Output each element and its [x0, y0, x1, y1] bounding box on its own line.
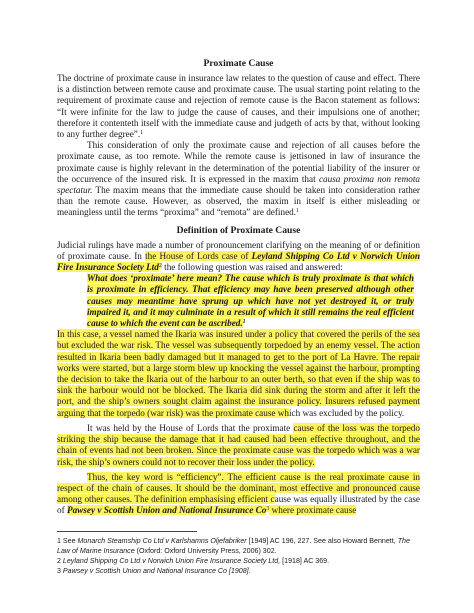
paragraph-holding: It was held by the House of Lords that the proximate cause of the loss was the torpedo striking the ship because the damage that it had caused had been effective throughout, and the chain of events had not been broken. Since the proximate cause was the torpedo which was a war risk, the ship’s owners could not to recover their loss under the policy.	[57, 422, 420, 467]
paragraph-intro: The doctrine of proximate cause in insurance law relates to the question of cause and effect. There is a distinction between remote cause and proximate cause. The usual starting point relating to the requirement of proximate cause and rejection of remote cause is the Bacon statement as follows: “It were infinite for the law to judge the cause of causes, and their impulsions one of another; therefore it contenteth itself with the immediate cause and judgeth of acts by that, without looking to any further degree”.$^1$	[57, 73, 420, 140]
block-quote: What does ‘proximate’ here mean? The cause which is truly proximate is that which is proximate in efficiency. That efficiency may have been preserved although other causes may meantime have sprung up which have not yet destroyed it, or truly impaired it, and it may culminate in a result of which it still remains the real efficient cause to which the event can be ascribed.$^1$	[87, 273, 414, 329]
footnote-divider	[57, 531, 197, 532]
highlight: the House of Lords case of	[145, 250, 252, 261]
latin-maxim: causa proxima non remota spectatur.	[57, 173, 420, 196]
case-name-pawsey: Pawsey v Scottish Union and National Insurance Co	[66, 505, 267, 516]
footnote-ref: 2	[158, 263, 162, 270]
footnote-ref: 1	[242, 319, 246, 326]
paragraph-efficiency: Thus, the key word is “efficiency”. The efficient cause is the real proximate cause in respect of the chain of causes. It should be the dominant, most effective and pronounced cause among other causes. The definition emphasising efficient cause was equally illustrated by the case of Pawsey v Scottish Union and National Insurance Co$^3$ where proximate cause	[57, 471, 420, 516]
paragraph-ikaria-facts: In this case, a vessel named the Ikaria was insured under a policy that covered the perils of the sea but excluded the war risk. The vessel was subsequently torpedoed by an enemy vessel. The action resulted in Ikaria been badly damaged but it managed to get to the port of La Havre. The repair works were started, but a large storm blew up knocking the vessel against the harbour, prompting the decision to take the Ikaria out of the harbour to an outer berth, so that even if the ship was to sink the harbour would not be blocked. The Ikaria did sink during the storm and after it left the port, and the ship’s owners sought claim against the insurance policy. Insurers refused payment arguing that the torpedo (war risk) was the proximate cause which was excluded by the policy.	[57, 329, 420, 418]
paragraph-maxim: This consideration of only the proximate cause and rejection of all causes before the proximate cause, as too remote. While the remote cause is jettisoned in law of insurance the proximate cause is highly relevant in the determination of the potential liability of the insurer or the occurrence of the insured risk. It is expressed in the maxim that causa proxima non remota spectatur. The maxim means that the immediate cause should be taken into consideration rather than the remote cause. However, as observed, the maxim in itself is either misleading or meaningless until the terms “proxima” and “remota” are defined.$^1$	[57, 140, 420, 218]
case-name-leyland: Leyland Shipping Co Ltd v Norwich Union Fire Insurance Society Ltd	[57, 250, 420, 273]
highlight: Thus, the key word is “efficiency”. The efficient cause is the real proximate cause in respect of the chain of causes. It should be the dominant, most effective and pronounced cause among other causes. The definition emphasising efficient c	[57, 471, 420, 505]
footnote-3: 3 Pawsey v Scottish Union and National Insurance Co [1908].	[57, 566, 251, 575]
footnote-ref: 1	[140, 130, 144, 137]
footnote-2: 2 Leyland Shipping Co Ltd v Norwich Union Fire Insurance Society Ltd, [1918] AC 369.	[57, 556, 330, 565]
highlight: In this case, a vessel named the Ikaria was insured under a policy that covered the perils of the sea but excluded the war risk. The vessel was subsequently torpedoed by an enemy vessel. The action resulted in Ikaria been badly damaged but it managed to get to the port of La Havre. The repair works were started, but a large storm blew up knocking the vessel against the harbour, prompting the decision to take the Ikaria out of the harbour to an outer berth, so that even if the ship was to sink the harbour would not be blocked. The Ikaria did sink during the storm and after it left the port, and the ship’s owners sought claim against the insurance policy. Insurers refused payment arguing that the torpedo (war risk) was the proximate cause wh	[57, 329, 420, 418]
footnote-ref: 3	[266, 506, 270, 513]
heading-proximate-cause: Proximate Cause	[203, 58, 274, 69]
paragraph-judicial-rulings: Judicial rulings have made a number of pronouncement clarifying on the meaning of or definition of proximate cause. In the House of Lords case of Leyland Shipping Co Ltd v Norwich Union Fire Insurance Society Ltd$^2$ the following question was raised and answered:	[57, 239, 420, 273]
heading-definition: Definition of Proximate Cause	[176, 224, 301, 236]
highlight: cause of the loss was the torpedo striking the ship because the damage that it had caused had been effective throughout, and the chain of events had not been broken. Since the proximate cause was the torpedo which was a war risk, the ship’s owners could not to recover their loss under the policy.	[57, 422, 420, 467]
footnote-ref: 1	[296, 208, 300, 215]
footnote-1: 1 See Monarch Steamship Co Ltd v Karlshamns Oljefabriker [1949] AC 196, 227. See also Howard Bennett, The Law of Marine Insurance (Oxford: Oxford University Press, 2006) 302.	[57, 536, 410, 555]
